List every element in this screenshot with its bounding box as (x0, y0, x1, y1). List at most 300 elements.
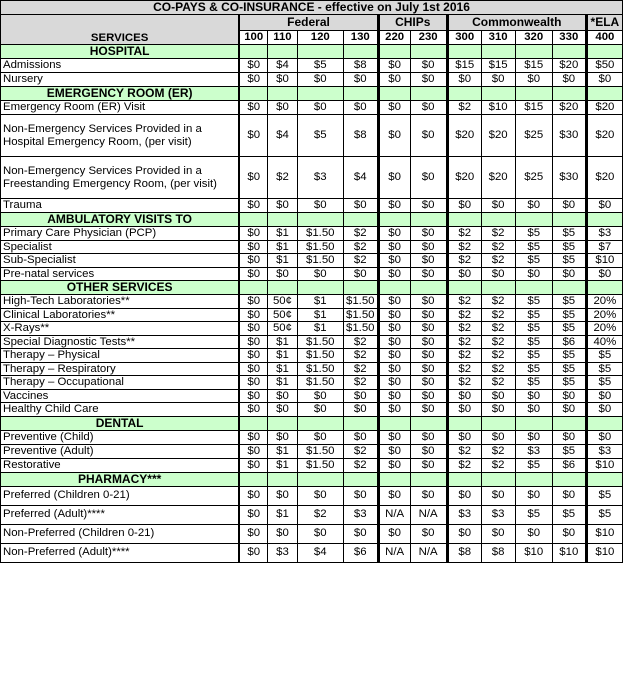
value-cell: $15 (515, 59, 552, 73)
value-cell: $2 (447, 254, 481, 268)
value-cell: $5 (515, 227, 552, 241)
value-cell: $1 (297, 308, 343, 322)
value-cell: $20 (447, 157, 481, 199)
value-cell: $0 (586, 73, 622, 87)
value-cell: $0 (410, 349, 447, 363)
value-cell: $1 (268, 458, 298, 472)
value-cell: $0 (239, 486, 267, 505)
table-row (1, 240, 623, 254)
value-cell: $0 (297, 389, 343, 403)
value-cell: $1 (268, 240, 298, 254)
section-fill (297, 281, 343, 295)
value-cell: $0 (343, 267, 378, 281)
value-cell: $2 (481, 240, 515, 254)
value-cell: $0 (410, 444, 447, 458)
service-name: Special Diagnostic Tests** (1, 335, 240, 349)
section-fill (447, 281, 481, 295)
service-name: Therapy – Respiratory (1, 362, 240, 376)
value-cell: $15 (447, 59, 481, 73)
section-fill (268, 281, 298, 295)
value-cell: $0 (268, 486, 298, 505)
value-cell: $0 (378, 59, 410, 73)
value-cell: $0 (481, 267, 515, 281)
value-cell: $2 (447, 444, 481, 458)
section-fill (515, 213, 552, 227)
value-cell: $0 (552, 430, 586, 444)
service-name: Sub-Specialist (1, 254, 240, 268)
value-cell: $0 (410, 240, 447, 254)
value-cell: $0 (410, 227, 447, 241)
value-cell: $0 (297, 101, 343, 115)
services-header: SERVICES (1, 15, 240, 45)
value-cell: $1.50 (297, 444, 343, 458)
value-cell: $5 (515, 308, 552, 322)
value-cell: $0 (410, 267, 447, 281)
value-cell: $1.50 (343, 295, 378, 309)
value-cell: $0 (378, 430, 410, 444)
value-cell: $10 (586, 543, 622, 562)
value-cell: $1.50 (297, 362, 343, 376)
section-row (1, 45, 623, 59)
section-fill (552, 45, 586, 59)
value-cell: N/A (410, 543, 447, 562)
section-fill (481, 213, 515, 227)
table-row (1, 295, 623, 309)
section-fill (552, 472, 586, 486)
section-fill (410, 213, 447, 227)
value-cell: $0 (239, 430, 267, 444)
value-cell: $1.50 (297, 227, 343, 241)
value-cell: $5 (515, 376, 552, 390)
section-fill (410, 472, 447, 486)
section-fill (586, 416, 622, 430)
section-fill (586, 281, 622, 295)
value-cell: $0 (447, 403, 481, 417)
value-cell: $2 (447, 240, 481, 254)
value-cell: $0 (410, 59, 447, 73)
value-cell: $0 (410, 322, 447, 336)
value-cell: $20 (552, 59, 586, 73)
value-cell: $0 (410, 486, 447, 505)
table-row (1, 101, 623, 115)
section-fill (297, 87, 343, 101)
value-cell: $2 (481, 458, 515, 472)
value-cell: $0 (239, 308, 267, 322)
value-cell: $5 (297, 59, 343, 73)
value-cell: $2 (343, 227, 378, 241)
value-cell: $10 (515, 543, 552, 562)
value-cell: $8 (447, 543, 481, 562)
value-cell: $0 (515, 199, 552, 213)
value-cell: $2 (447, 335, 481, 349)
value-cell: $2 (447, 227, 481, 241)
value-cell: $5 (552, 295, 586, 309)
value-cell: $2 (297, 505, 343, 524)
value-cell: $0 (239, 101, 267, 115)
section-fill (343, 472, 378, 486)
value-cell: $0 (552, 524, 586, 543)
value-cell: $0 (239, 376, 267, 390)
value-cell: $20 (481, 115, 515, 157)
plan-code: 100 (239, 31, 267, 45)
value-cell: $2 (481, 349, 515, 363)
value-cell: $0 (239, 115, 267, 157)
value-cell: $6 (343, 543, 378, 562)
value-cell: $0 (343, 73, 378, 87)
value-cell: $2 (447, 349, 481, 363)
service-name: Healthy Child Care (1, 403, 240, 417)
value-cell: $0 (297, 267, 343, 281)
service-name: Vaccines (1, 389, 240, 403)
value-cell: $0 (268, 524, 298, 543)
value-cell: $0 (515, 389, 552, 403)
section-fill (481, 281, 515, 295)
value-cell: $2 (481, 308, 515, 322)
table-row (1, 254, 623, 268)
service-name: Non-Preferred (Children 0-21) (1, 524, 240, 543)
value-cell: $1 (268, 376, 298, 390)
value-cell: $0 (552, 389, 586, 403)
value-cell: $5 (552, 308, 586, 322)
section-fill (447, 416, 481, 430)
value-cell: $5 (586, 505, 622, 524)
value-cell: $8 (343, 59, 378, 73)
value-cell: $5 (552, 254, 586, 268)
value-cell: $25 (515, 157, 552, 199)
value-cell: $0 (378, 157, 410, 199)
group-header-commonwealth: Commonwealth (447, 15, 586, 31)
value-cell: $0 (447, 73, 481, 87)
service-name: Pre-natal services (1, 267, 240, 281)
value-cell: $2 (343, 444, 378, 458)
section-title: AMBULATORY VISITS TO (1, 213, 240, 227)
value-cell: $0 (586, 267, 622, 281)
value-cell: $0 (515, 430, 552, 444)
value-cell: $4 (343, 157, 378, 199)
value-cell: $0 (447, 199, 481, 213)
value-cell: $0 (239, 349, 267, 363)
value-cell: $1.50 (297, 254, 343, 268)
value-cell: $0 (239, 524, 267, 543)
value-cell: $20 (552, 101, 586, 115)
section-title: HOSPITAL (1, 45, 240, 59)
value-cell: $0 (239, 322, 267, 336)
section-fill (586, 213, 622, 227)
value-cell: $5 (297, 115, 343, 157)
value-cell: $2 (481, 254, 515, 268)
value-cell: $30 (552, 157, 586, 199)
section-fill (343, 281, 378, 295)
value-cell: $25 (515, 115, 552, 157)
value-cell: $0 (410, 254, 447, 268)
value-cell: $1.50 (297, 349, 343, 363)
plan-code: 300 (447, 31, 481, 45)
table-row (1, 543, 623, 562)
value-cell: $0 (515, 403, 552, 417)
value-cell: $5 (515, 349, 552, 363)
service-name: Therapy – Physical (1, 349, 240, 363)
value-cell: $0 (268, 403, 298, 417)
value-cell: $3 (586, 227, 622, 241)
value-cell: $1.50 (297, 240, 343, 254)
value-cell: $0 (297, 486, 343, 505)
value-cell: $0 (378, 73, 410, 87)
table-row (1, 267, 623, 281)
value-cell: $0 (378, 295, 410, 309)
value-cell: $5 (515, 458, 552, 472)
value-cell: $20 (586, 115, 622, 157)
value-cell: $0 (586, 199, 622, 213)
section-title: EMERGENCY ROOM (ER) (1, 87, 240, 101)
value-cell: $1 (268, 362, 298, 376)
value-cell: $0 (378, 524, 410, 543)
value-cell: $2 (343, 254, 378, 268)
value-cell: $1 (297, 322, 343, 336)
service-name: Admissions (1, 59, 240, 73)
value-cell: $0 (515, 524, 552, 543)
value-cell: $0 (268, 73, 298, 87)
service-name: Restorative (1, 458, 240, 472)
value-cell: $0 (378, 101, 410, 115)
value-cell: $0 (481, 389, 515, 403)
value-cell: $0 (343, 403, 378, 417)
value-cell: $0 (515, 486, 552, 505)
section-fill (481, 472, 515, 486)
value-cell: $0 (239, 254, 267, 268)
plan-code: 330 (552, 31, 586, 45)
section-fill (343, 87, 378, 101)
value-cell: $0 (378, 376, 410, 390)
section-fill (552, 87, 586, 101)
value-cell: $0 (268, 101, 298, 115)
value-cell: $5 (515, 240, 552, 254)
value-cell: $3 (481, 505, 515, 524)
value-cell: $0 (378, 486, 410, 505)
value-cell: $10 (481, 101, 515, 115)
value-cell: $0 (239, 59, 267, 73)
section-fill (410, 87, 447, 101)
plan-code: 310 (481, 31, 515, 45)
value-cell: $0 (378, 254, 410, 268)
section-fill (268, 45, 298, 59)
section-fill (552, 213, 586, 227)
service-name: X-Rays** (1, 322, 240, 336)
value-cell: $0 (410, 199, 447, 213)
plan-code: 130 (343, 31, 378, 45)
value-cell: $0 (297, 73, 343, 87)
value-cell: $0 (481, 403, 515, 417)
value-cell: 50¢ (268, 308, 298, 322)
value-cell: N/A (410, 505, 447, 524)
service-name: High-Tech Laboratories** (1, 295, 240, 309)
group-header-ela: *ELA (586, 15, 622, 31)
value-cell: $20 (447, 115, 481, 157)
value-cell: $0 (552, 199, 586, 213)
service-name: Specialist (1, 240, 240, 254)
value-cell: 20% (586, 322, 622, 336)
value-cell: $0 (378, 362, 410, 376)
value-cell: $0 (343, 486, 378, 505)
value-cell: $15 (481, 59, 515, 73)
section-fill (297, 472, 343, 486)
value-cell: $0 (552, 486, 586, 505)
section-fill (378, 45, 410, 59)
value-cell: $0 (239, 227, 267, 241)
plan-code: 220 (378, 31, 410, 45)
value-cell: $1.50 (297, 376, 343, 390)
service-name: Non-Emergency Services Provided in a Freestanding Emergency Room, (per visit) (1, 157, 240, 199)
section-fill (297, 416, 343, 430)
value-cell: $2 (343, 376, 378, 390)
group-header-chips: CHIPs (378, 15, 447, 31)
section-fill (515, 472, 552, 486)
value-cell: $5 (586, 486, 622, 505)
value-cell: $1 (268, 254, 298, 268)
value-cell: $0 (410, 376, 447, 390)
value-cell: $0 (239, 403, 267, 417)
value-cell: $0 (378, 240, 410, 254)
section-fill (297, 213, 343, 227)
group-header-federal: Federal (239, 15, 378, 31)
value-cell: $2 (481, 295, 515, 309)
plan-code: 120 (297, 31, 343, 45)
value-cell: $0 (297, 403, 343, 417)
section-fill (515, 281, 552, 295)
value-cell: $3 (343, 505, 378, 524)
value-cell: $0 (552, 73, 586, 87)
value-cell: $0 (239, 362, 267, 376)
section-row (1, 281, 623, 295)
service-name: Preferred (Children 0-21) (1, 486, 240, 505)
value-cell: $0 (410, 458, 447, 472)
value-cell: $0 (378, 335, 410, 349)
section-fill (552, 281, 586, 295)
value-cell: $0 (552, 267, 586, 281)
value-cell: $5 (586, 376, 622, 390)
value-cell: $2 (343, 349, 378, 363)
value-cell: $5 (552, 362, 586, 376)
service-name: Therapy – Occupational (1, 376, 240, 390)
value-cell: $30 (552, 115, 586, 157)
value-cell: $2 (343, 335, 378, 349)
value-cell: $2 (447, 308, 481, 322)
value-cell: $1 (268, 335, 298, 349)
value-cell: $2 (447, 362, 481, 376)
value-cell: N/A (378, 505, 410, 524)
value-cell: $8 (481, 543, 515, 562)
value-cell: $0 (410, 524, 447, 543)
value-cell: $5 (552, 227, 586, 241)
section-fill (410, 416, 447, 430)
value-cell: $10 (586, 524, 622, 543)
section-title: DENTAL (1, 416, 240, 430)
value-cell: $3 (447, 505, 481, 524)
plan-code: 230 (410, 31, 447, 45)
value-cell: $0 (481, 199, 515, 213)
value-cell: $0 (378, 403, 410, 417)
value-cell: $5 (586, 349, 622, 363)
value-cell: $2 (481, 376, 515, 390)
plan-code: 320 (515, 31, 552, 45)
value-cell: $2 (447, 376, 481, 390)
section-fill (481, 416, 515, 430)
value-cell: $2 (343, 362, 378, 376)
section-fill (378, 213, 410, 227)
value-cell: $0 (481, 524, 515, 543)
table-row (1, 308, 623, 322)
value-cell: $1.50 (343, 308, 378, 322)
value-cell: $0 (297, 430, 343, 444)
service-name: Primary Care Physician (PCP) (1, 227, 240, 241)
value-cell: $10 (586, 254, 622, 268)
value-cell: $1.50 (297, 335, 343, 349)
section-fill (239, 213, 267, 227)
section-fill (297, 45, 343, 59)
value-cell: $0 (552, 403, 586, 417)
table-row (1, 349, 623, 363)
value-cell: $0 (410, 308, 447, 322)
value-cell: $3 (297, 157, 343, 199)
section-fill (481, 87, 515, 101)
value-cell: $0 (239, 199, 267, 213)
value-cell: $5 (552, 376, 586, 390)
plan-code: 400 (586, 31, 622, 45)
table-row (1, 389, 623, 403)
value-cell: $0 (447, 267, 481, 281)
table-row (1, 73, 623, 87)
service-name: Preventive (Adult) (1, 444, 240, 458)
section-title: PHARMACY*** (1, 472, 240, 486)
value-cell: $0 (378, 308, 410, 322)
table-row (1, 335, 623, 349)
section-fill (515, 87, 552, 101)
section-row (1, 416, 623, 430)
value-cell: $0 (239, 335, 267, 349)
value-cell: $0 (297, 524, 343, 543)
value-cell: $0 (481, 486, 515, 505)
section-fill (343, 45, 378, 59)
value-cell: $2 (447, 458, 481, 472)
service-name: Non-Preferred (Adult)**** (1, 543, 240, 562)
service-name: Clinical Laboratories** (1, 308, 240, 322)
value-cell: $0 (378, 267, 410, 281)
value-cell: $2 (447, 295, 481, 309)
value-cell: $0 (378, 199, 410, 213)
service-name: Trauma (1, 199, 240, 213)
value-cell: N/A (378, 543, 410, 562)
table-row (1, 458, 623, 472)
value-cell: $2 (268, 157, 298, 199)
value-cell: $0 (410, 403, 447, 417)
section-fill (268, 87, 298, 101)
plan-code: 110 (268, 31, 298, 45)
value-cell: $0 (378, 115, 410, 157)
section-fill (239, 416, 267, 430)
value-cell: $4 (268, 59, 298, 73)
value-cell: $0 (239, 157, 267, 199)
value-cell: $0 (410, 335, 447, 349)
value-cell: $20 (586, 101, 622, 115)
value-cell: $0 (410, 157, 447, 199)
table-title: CO-PAYS & CO-INSURANCE - effective on July 1st 2016 (1, 1, 623, 15)
section-fill (239, 87, 267, 101)
section-fill (239, 472, 267, 486)
value-cell: $1 (268, 505, 298, 524)
value-cell: $50 (586, 59, 622, 73)
value-cell: $0 (515, 73, 552, 87)
value-cell: $0 (378, 322, 410, 336)
section-fill (268, 213, 298, 227)
